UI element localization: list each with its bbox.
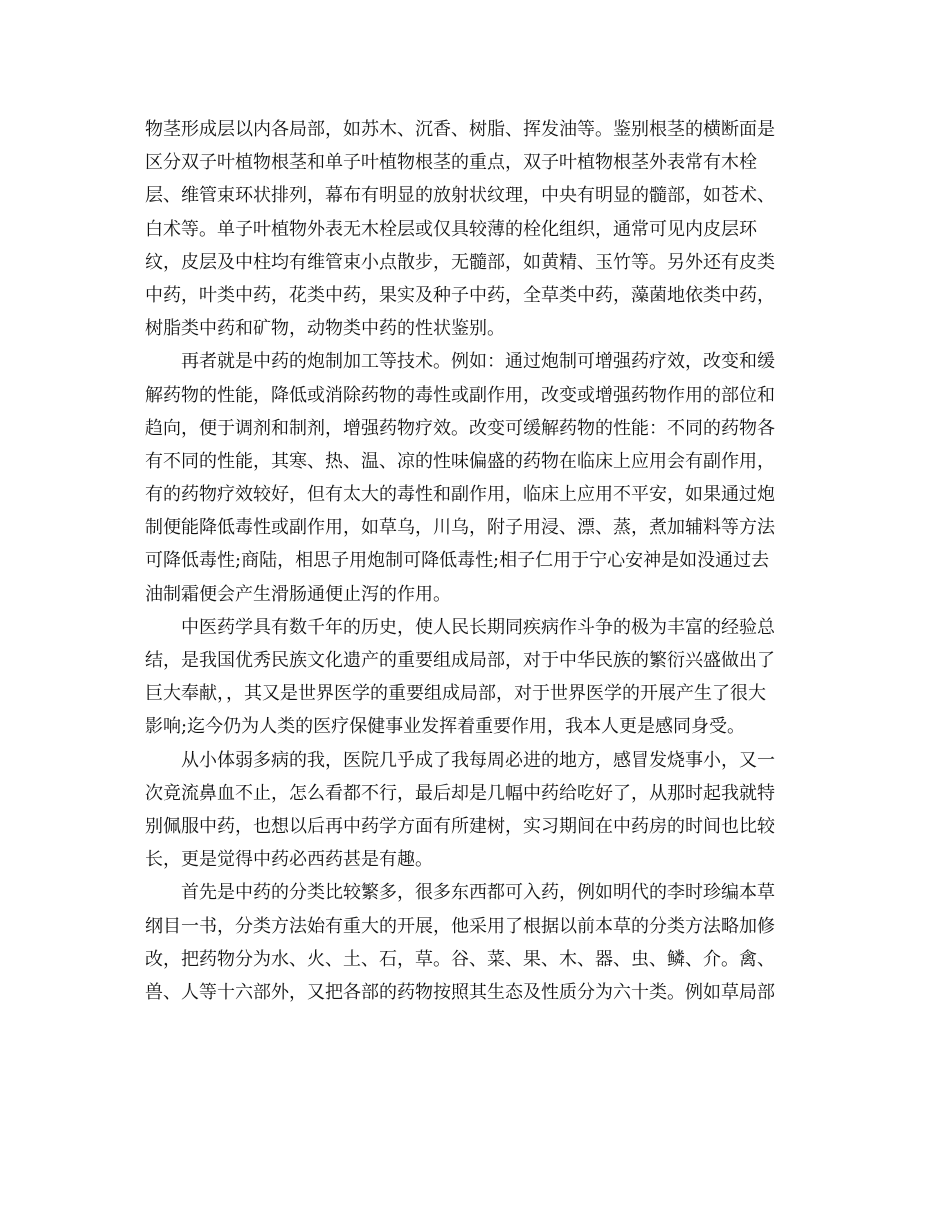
paragraph-personal-experience (145, 744, 805, 877)
text-line: 纹，皮层及中柱均有维管束小点散步，无髓部，如黄精、玉竹等。另外还有皮类 (145, 251, 775, 273)
text-line: 有的药物疗效较好，但有太大的毒性和副作用，临床上应用不平安，如果通过炮 (145, 484, 775, 506)
text-line: 中药，叶类中药，花类中药，果实及种子中药，全草类中药，藻菌地依类中药， (145, 284, 775, 306)
text-line: 别佩服中药，也想以后再中药学方面有所建树，实习期间在中药房的时间也比较 (145, 815, 775, 837)
text-line: 首先是中药的分类比较繁多，很多东西都可入药，例如明代的李时珍编本草 (181, 882, 775, 904)
text-line: 白术等。单子叶植物外表无木栓层或仅具较薄的栓化组织，通常可见内皮层环 (145, 218, 757, 240)
text-line: 改，把药物分为水、火、土、石，草。谷、菜、果、木、器、虫、鳞、介。禽、 (145, 948, 775, 970)
text-line: 区分双子叶植物根茎和单子叶植物根茎的重点，双子叶植物根茎外表常有木栓 (145, 152, 757, 174)
text-line: 次竟流鼻血不止，怎么看都不行，最后却是几幅中药给吃好了，从那时起我就特 (145, 782, 775, 804)
paragraph-root-identification (145, 113, 805, 345)
text-line: 树脂类中药和矿物，动物类中药的性状鉴别。 (145, 318, 505, 340)
text-line: 层、维管束环状排列，幕布有明显的放射状纹理，中央有明显的髓部，如苍术、 (145, 185, 775, 207)
text-line: 影响;迄今仍为人类的医疗保健事业发挥着重要作用，我本人更是感同身受。 (145, 716, 746, 738)
text-line: 制便能降低毒性或副作用，如草乌，川乌，附子用浸、漂、蒸，煮加辅料等方法 (145, 517, 775, 539)
text-line: 可降低毒性;商陆，相思子用炮制可降低毒性;相子仁用于宁心安神是如没通过去 (145, 550, 770, 572)
text-line: 油制霜便会产生滑肠通便止泻的作用。 (145, 583, 451, 605)
text-line: 巨大奉献，，其又是世界医学的重要组成局部，对于世界医学的开展产生了很大 (145, 683, 766, 705)
paragraph-classification (145, 876, 805, 1009)
text-line: 纲目一书，分类方法始有重大的开展，他采用了根据以前本草的分类方法略加修 (145, 915, 775, 937)
paragraph-processing-techniques (145, 345, 805, 611)
text-line: 从小体弱多病的我，医院几乎成了我每周必进的地方，感冒发烧事小，又一 (181, 749, 775, 771)
text-line: 结，是我国优秀民族文化遗产的重要组成局部，对于中华民族的繁衍兴盛做出了 (145, 650, 775, 671)
paragraph-tcm-history (145, 611, 805, 744)
text-line: 再者就是中药的炮制加工等技术。例如：通过炮制可增强药疗效，改变和缓 (181, 351, 775, 373)
text-line: 趋向，便于调剂和制剂，增强药物疗效。改变可缓解药物的性能：不同的药物各 (145, 417, 775, 439)
text-line: 长，更是觉得中药必西药甚是有趣。 (145, 849, 433, 871)
text-line: 物茎形成层以内各局部，如苏木、沉香、树脂、挥发油等。鉴别根茎的横断面是 (145, 119, 775, 140)
text-line: 解药物的性能，降低或消除药物的毒性或副作用，改变或增强药物作用的部位和 (145, 384, 775, 406)
text-line: 有不同的性能，其寒、热、温、凉的性味偏盛的药物在临床上应用会有副作用， (145, 450, 775, 472)
text-line: 兽、人等十六部外，又把各部的药物按照其生态及性质分为六十类。例如草局部 (145, 981, 775, 1003)
body-text (145, 113, 805, 1009)
text-line: 中医药学具有数千年的历史，使人民长期同疾病作斗争的极为丰富的经验总 (181, 616, 775, 638)
